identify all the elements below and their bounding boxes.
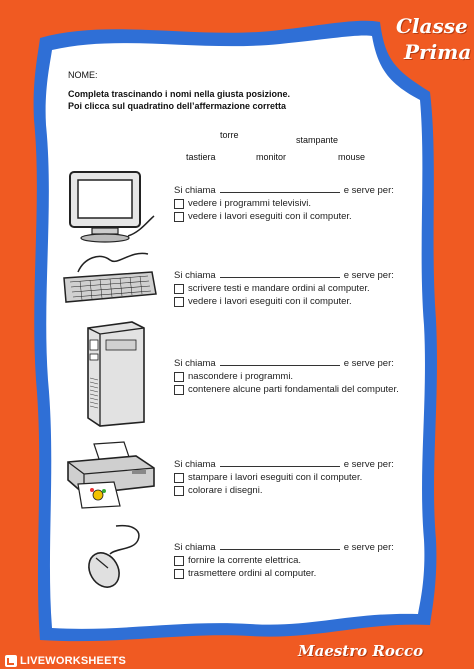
answer-checkbox[interactable] <box>174 372 184 382</box>
option-text: vedere i lavori eseguiti con il computer. <box>188 296 352 307</box>
answer-checkbox[interactable] <box>174 473 184 483</box>
question-monitor <box>174 183 414 222</box>
liveworksheets-bar <box>0 652 140 669</box>
mouse-illustration <box>76 520 156 590</box>
option-text: stampare i lavori eseguiti con il computer. <box>188 472 363 483</box>
instruction-2: Poi clicca sul quadratino dell’affermazione corretta <box>68 101 287 111</box>
option-row <box>174 485 414 496</box>
question-suffix: e serve per: <box>343 358 394 369</box>
monitor-illustration <box>62 170 162 245</box>
question-prefix: Si chiama <box>174 358 216 369</box>
drop-blank[interactable] <box>220 457 340 467</box>
option-row <box>174 198 414 209</box>
option-row <box>174 283 414 294</box>
answer-checkbox[interactable] <box>174 284 184 294</box>
answer-checkbox[interactable] <box>174 212 184 222</box>
keyboard-illustration <box>60 248 160 308</box>
option-text: contenere alcune parti fondamentali del computer. <box>188 384 399 395</box>
option-text: scrivere testi e mandare ordini al computer. <box>188 283 370 294</box>
answer-checkbox[interactable] <box>174 556 184 566</box>
word-mouse[interactable]: mouse <box>338 152 366 162</box>
option-row <box>174 211 414 222</box>
option-text: vedere i programmi televisivi. <box>188 198 312 209</box>
answer-checkbox[interactable] <box>174 385 184 395</box>
question-suffix: e serve per: <box>343 542 394 553</box>
option-text: nascondere i programmi. <box>188 371 294 382</box>
word-stampante[interactable]: stampante <box>296 135 339 145</box>
author-signature: Maestro Rocco <box>298 642 424 660</box>
option-row <box>174 555 414 566</box>
drop-blank[interactable] <box>220 540 340 550</box>
question-prefix: Si chiama <box>174 459 216 470</box>
title-line-2: Prima <box>404 40 472 64</box>
option-text: trasmettere ordini al computer. <box>188 568 317 579</box>
option-row <box>174 472 414 483</box>
liveworksheets-logo-icon <box>4 654 18 668</box>
option-text: vedere i lavori eseguiti con il computer. <box>188 211 352 222</box>
question-prefix: Si chiama <box>174 542 216 553</box>
option-row <box>174 371 414 382</box>
drop-blank[interactable] <box>220 268 340 278</box>
question-mouse <box>174 540 414 579</box>
option-row <box>174 568 414 579</box>
answer-checkbox[interactable] <box>174 569 184 579</box>
word-torre[interactable]: torre <box>220 130 239 140</box>
title-line-1: Classe <box>396 14 468 38</box>
answer-checkbox[interactable] <box>174 486 184 496</box>
option-text: fornire la corrente elettrica. <box>188 555 301 566</box>
option-row <box>174 296 414 307</box>
answer-checkbox[interactable] <box>174 297 184 307</box>
option-row <box>174 384 414 395</box>
tower-illustration <box>82 318 148 428</box>
question-printer <box>174 457 414 496</box>
name-label: NOME: <box>68 70 98 80</box>
instruction-1: Completa trascinando i nomi nella giusta posizione. <box>68 89 291 99</box>
question-suffix: e serve per: <box>343 270 394 281</box>
option-text: colorare i disegni. <box>188 485 263 496</box>
word-tastiera[interactable]: tastiera <box>186 152 216 162</box>
drop-blank[interactable] <box>220 183 340 193</box>
drop-blank[interactable] <box>220 356 340 366</box>
word-monitor[interactable]: monitor <box>256 152 287 162</box>
question-prefix: Si chiama <box>174 270 216 281</box>
question-suffix: e serve per: <box>343 185 394 196</box>
question-tower <box>174 356 414 395</box>
printer-illustration <box>64 440 158 510</box>
question-prefix: Si chiama <box>174 185 216 196</box>
liveworksheets-logo[interactable]: LIVEWORKSHEETS <box>20 654 127 667</box>
question-suffix: e serve per: <box>343 459 394 470</box>
answer-checkbox[interactable] <box>174 199 184 209</box>
question-keyboard <box>174 268 414 307</box>
